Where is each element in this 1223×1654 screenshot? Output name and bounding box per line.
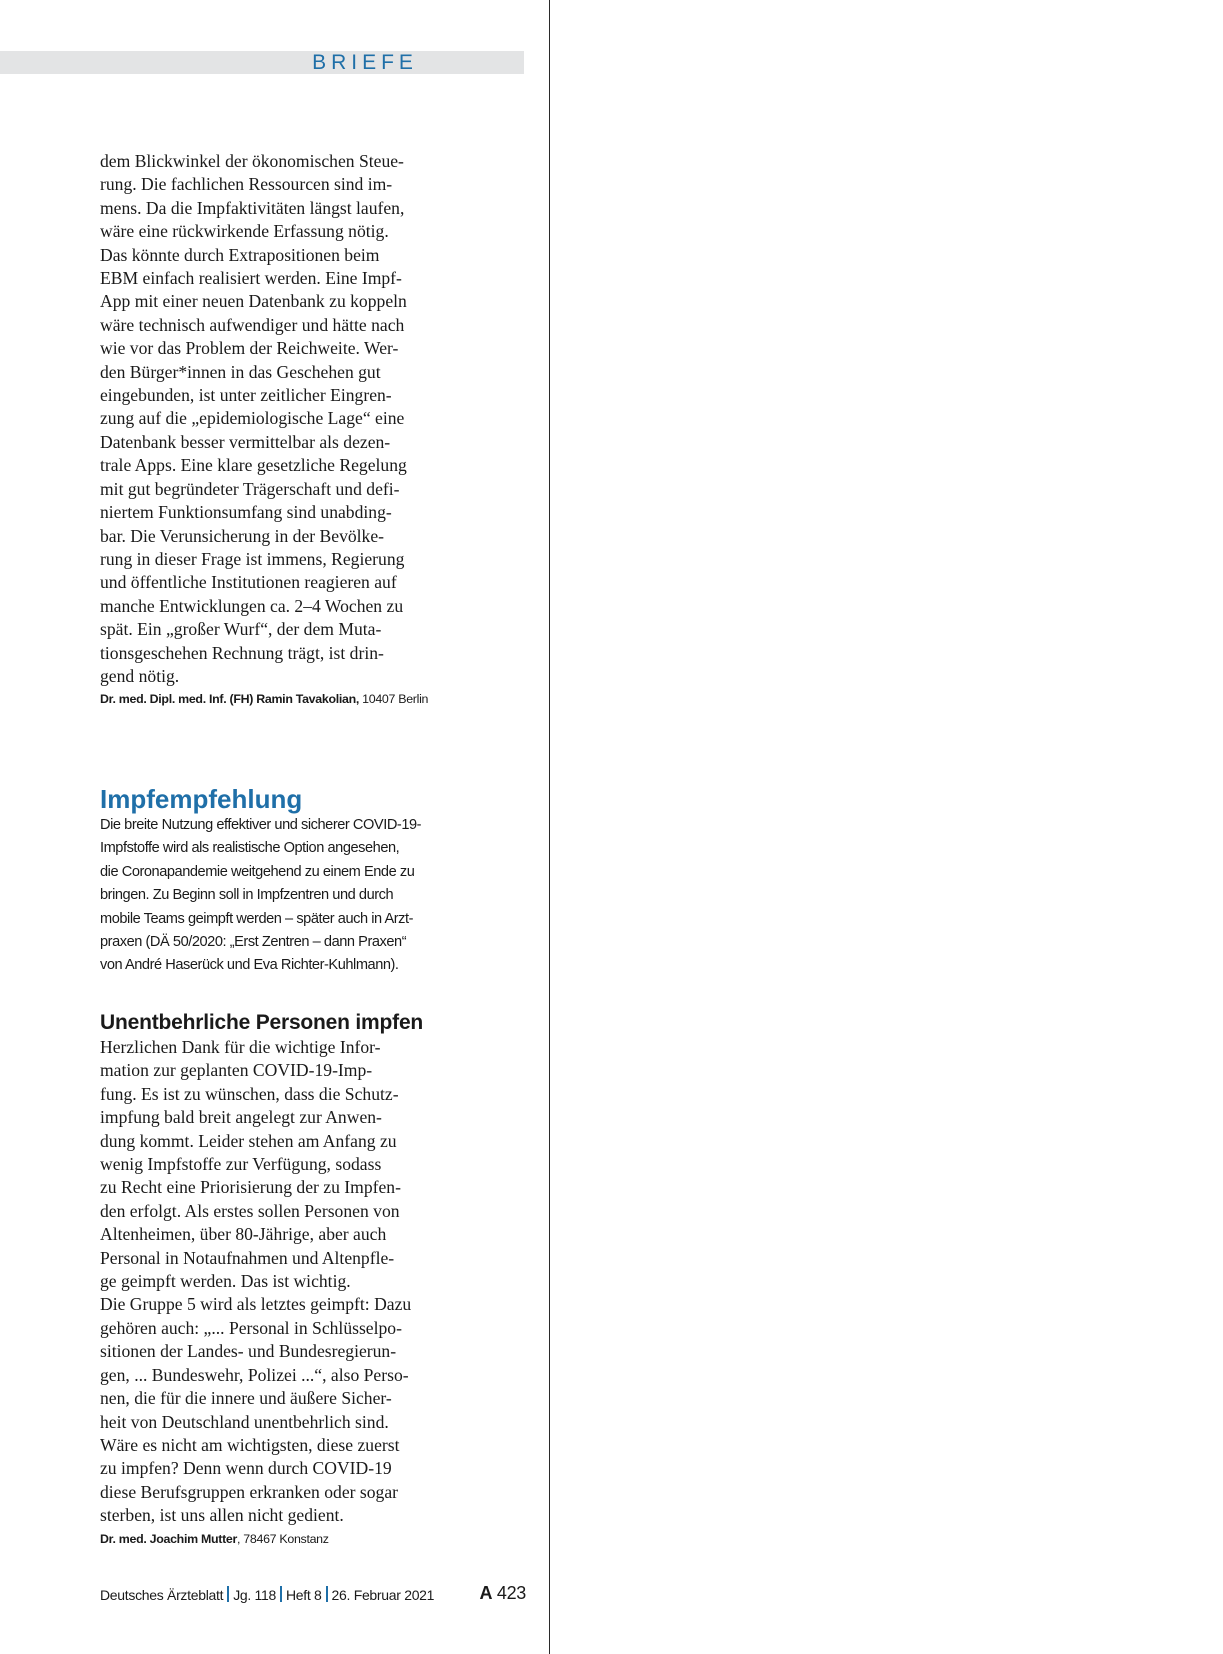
text-line: und öffentliche Institutionen reagieren auf [100, 572, 397, 593]
letter-1-signature [100, 691, 430, 707]
text-line: nen, die für die innere und äußere Sicher- [100, 1388, 392, 1409]
section-impfempfehlung [100, 784, 430, 978]
text-line: Altenheimen, über 80-Jährige, aber auch [100, 1224, 387, 1245]
text-line: den erfolgt. Als erstes sollen Personen von [100, 1200, 400, 1221]
page-footer [100, 1583, 526, 1607]
letter-2-signature [100, 1531, 430, 1547]
text-line: rung. Die fachlichen Ressourcen sind im- [100, 174, 393, 195]
text-line: EBM einfach realisiert werden. Eine Impf- [100, 268, 402, 289]
intro-line: Impfstoffe wird als realistische Option angesehen, [100, 840, 400, 857]
section-title: Impfempfehlung [100, 784, 303, 814]
text-line: tionsgeschehen Rechnung trägt, ist drin- [100, 642, 384, 663]
text-line: fung. Es ist zu wünschen, dass die Schutz- [100, 1083, 399, 1104]
text-line: diese Berufsgruppen erkranken oder sogar [100, 1481, 399, 1502]
column-divider [549, 0, 550, 1654]
intro-line: die Coronapandemie weitgehend zu einem Ende zu [100, 863, 415, 880]
text-line: gen, ... Bundeswehr, Polizei ...“, also Perso- [100, 1364, 409, 1385]
text-line: rung in dieser Frage ist immens, Regierung [100, 548, 405, 569]
journal-name: Deutsches Ärzteblatt [100, 1587, 224, 1603]
section-intro [100, 814, 430, 978]
text-line: App mit einer neuen Datenbank zu koppeln [100, 291, 407, 312]
text-line: dung kommt. Leider stehen am Anfang zu [100, 1130, 397, 1151]
text-line: niertem Funktionsumfang sind unabding- [100, 502, 392, 523]
text-line: wenig Impfstoffe zur Verfügung, sodass [100, 1154, 382, 1175]
text-line: den Bürger*innen in das Geschehen gut [100, 361, 381, 382]
text-line: heit von Deutschland unentbehrlich sind. [100, 1411, 389, 1432]
author-location: 10407 Berlin [359, 692, 429, 707]
intro-line: von André Haserück und Eva Richter-Kuhlmann). [100, 957, 399, 974]
text-line: zu impfen? Denn wenn durch COVID-19 [100, 1458, 392, 1479]
text-line: mit gut begründeter Trägerschaft und defi- [100, 478, 400, 499]
text-line: impfung bald breit angelegt zur Anwen- [100, 1107, 382, 1128]
page-number [479, 1581, 526, 1605]
text-line: dem Blickwinkel der ökonomischen Steue- [100, 151, 404, 171]
text-line: zung auf die „epidemiologische Lage“ eine [100, 408, 405, 429]
letter-1 [100, 150, 430, 707]
letter-2-title: Unentbehrliche Personen impfen [100, 1011, 424, 1034]
author-name: Dr. med. Joachim Mutter [100, 1531, 238, 1546]
footer-separator [326, 1586, 328, 1602]
text-line: sterben, ist uns allen nicht gedient. [100, 1505, 344, 1526]
text-line: wie vor das Problem der Reichweite. Wer- [100, 338, 399, 359]
text-line: ge geimpft werden. Das ist wichtig. [100, 1271, 351, 1292]
author-location: , 78467 Konstanz [237, 1531, 329, 1546]
footer-separator [280, 1586, 282, 1602]
section-label: BRIEFE [312, 51, 418, 74]
text-line: Personal in Notaufnahmen und Altenpfle- [100, 1247, 395, 1268]
text-line: Wäre es nicht am wichtigsten, diese zuerst [100, 1434, 400, 1455]
text-line: trale Apps. Eine klare gesetzliche Regelung [100, 455, 407, 476]
text-line: Herzlichen Dank für die wichtige Infor- [100, 1037, 381, 1057]
letter-1-body [100, 150, 430, 688]
text-line: bar. Die Verunsicherung in der Bevölke- [100, 525, 385, 546]
footer-separator [227, 1586, 229, 1602]
text-line: wäre technisch aufwendiger und hätte nach [100, 314, 405, 335]
text-line: Datenbank besser vermittelbar als dezen- [100, 431, 391, 452]
text-line: Das könnte durch Extrapositionen beim [100, 244, 380, 265]
text-line: spät. Ein „großer Wurf“, der dem Muta- [100, 619, 382, 640]
intro-line: praxen (DÄ 50/2020: „Erst Zentren – dann Praxen“ [100, 934, 407, 951]
text-line: sitionen der Landes- und Bundesregierun- [100, 1341, 397, 1362]
author-name: Dr. med. Dipl. med. Inf. (FH) Ramin Tavakolian, [100, 692, 359, 707]
page-number-value: 423 [496, 1583, 526, 1603]
intro-line: Die breite Nutzung effektiver und sicherer COVID-19- [100, 817, 422, 833]
text-line: manche Entwicklungen ca. 2–4 Wochen zu [100, 595, 404, 616]
intro-line: mobile Teams geimpft werden – später auch in Arzt- [100, 910, 414, 927]
text-line: gehören auch: „... Personal in Schlüsselpo- [100, 1317, 402, 1338]
letter-2-body [100, 1036, 430, 1528]
issue-date: 26. Februar 2021 [331, 1587, 435, 1603]
text-line: mens. Da die Impfaktivitäten längst laufen, [100, 197, 405, 218]
page-prefix: A [479, 1583, 493, 1603]
text-line: eingebunden, ist unter zeitlicher Eingren- [100, 385, 392, 406]
letter-2 [100, 1010, 430, 1547]
text-line: wäre eine rückwirkende Erfassung nötig. [100, 221, 389, 242]
text-line: zu Recht eine Priorisierung der zu Impfen- [100, 1177, 401, 1198]
text-line: Die Gruppe 5 wird als letztes geimpft: Dazu [100, 1294, 412, 1315]
intro-line: bringen. Zu Beginn soll in Impfzentren und durch [100, 887, 394, 904]
text-line: mation zur geplanten COVID-19-Imp- [100, 1060, 373, 1081]
issue: Heft 8 [285, 1587, 322, 1603]
text-line: gend nötig. [100, 665, 180, 686]
volume: Jg. 118 [233, 1587, 276, 1603]
